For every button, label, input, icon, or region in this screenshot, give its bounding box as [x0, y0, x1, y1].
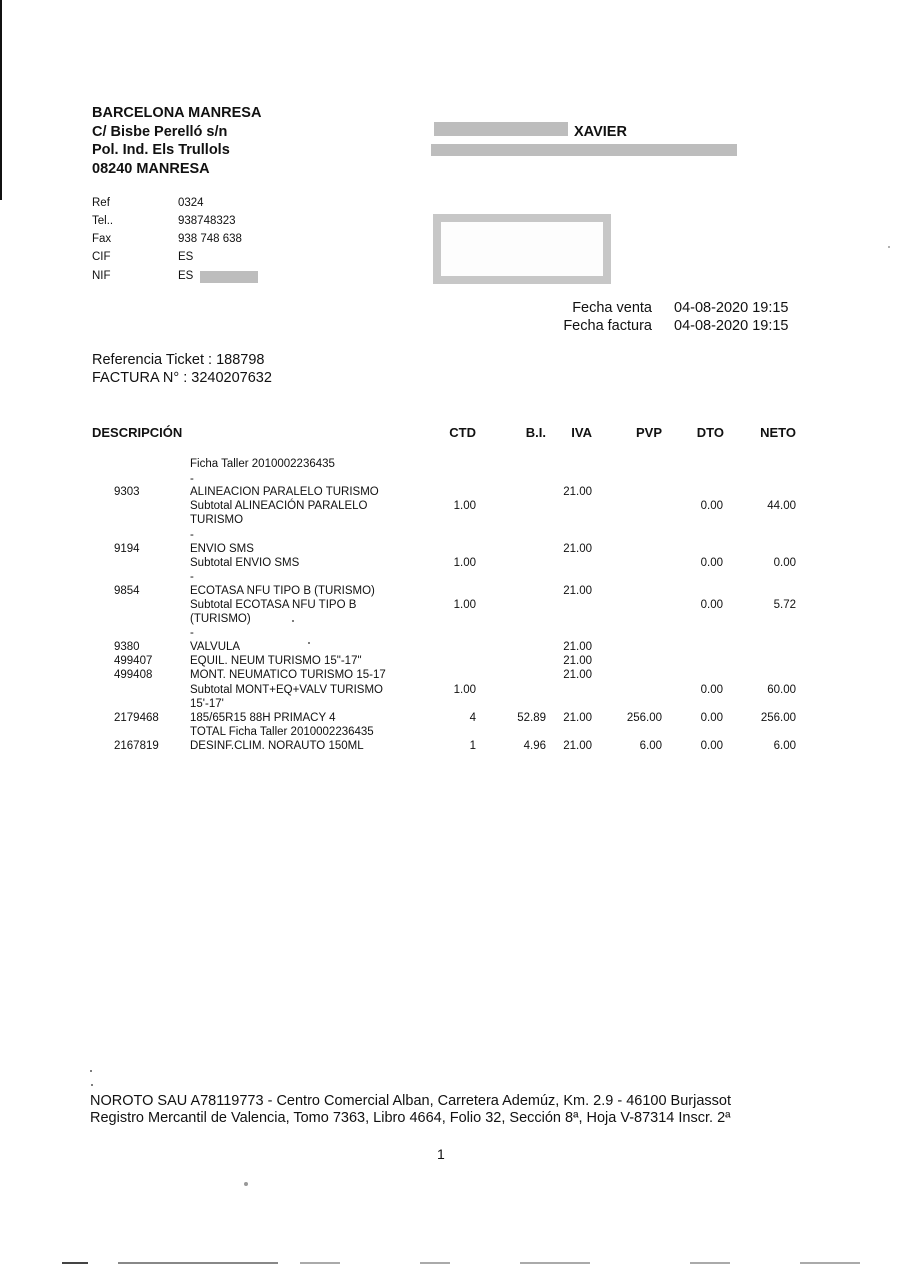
row-code: 499407	[114, 655, 153, 667]
row-code: 2167819	[114, 740, 159, 752]
row-iva: 21.00	[563, 543, 592, 555]
row-description: 185/65R15 88H PRIMACY 4	[190, 712, 336, 724]
row-description: TOTAL Ficha Taller 2010002236435	[190, 726, 374, 738]
row-code: 9380	[114, 641, 140, 653]
footer-company-line: NOROTO SAU A78119773 - Centro Comercial Alban, Carretera Ademúz, Km. 2.9 - 46100 Burjassot	[90, 1093, 731, 1109]
header-ctd: CTD	[449, 425, 476, 440]
row-description: ECOTASA NFU TIPO B (TURISMO)	[190, 585, 375, 597]
row-dto: 0.00	[700, 684, 723, 696]
row-code: 9303	[114, 486, 140, 498]
ticket-reference: Referencia Ticket : 188798	[92, 352, 265, 368]
row-iva: 21.00	[563, 486, 592, 498]
header-bi: B.I.	[525, 425, 546, 440]
separator-dash: -	[190, 627, 194, 639]
scan-speck	[888, 246, 890, 248]
row-iva: 21.00	[563, 712, 592, 724]
scan-speck	[308, 642, 310, 644]
row-ctd: 1.00	[453, 599, 476, 611]
header-description: DESCRIPCIÓN	[92, 425, 183, 440]
row-ctd: 1.00	[453, 500, 476, 512]
row-dto: 0.00	[700, 712, 723, 724]
sale-date-label: Fecha venta	[572, 300, 652, 316]
row-dto: 0.00	[700, 557, 723, 569]
row-neto: 6.00	[773, 740, 796, 752]
row-dto: 0.00	[700, 500, 723, 512]
row-description: DESINF.CLIM. NORAUTO 150ML	[190, 740, 364, 752]
row-description: ALINEACION PARALELO TURISMO	[190, 486, 379, 498]
row-dto: 0.00	[700, 599, 723, 611]
row-description: VALVULA	[190, 641, 241, 653]
row-iva: 21.00	[563, 740, 592, 752]
invoice-number: FACTURA N° : 3240207632	[92, 370, 272, 386]
header-iva: IVA	[571, 425, 592, 440]
row-ctd: 4	[469, 712, 476, 724]
separator-dash: -	[190, 473, 194, 485]
ficha-line: Ficha Taller 2010002236435	[190, 458, 335, 470]
row-code: 499408	[114, 669, 153, 681]
redaction-address-box	[433, 214, 611, 284]
fax-label: Fax	[92, 233, 112, 245]
redaction-nif	[200, 271, 258, 283]
row-ctd: 1.00	[453, 557, 476, 569]
customer-name: XAVIER	[574, 124, 627, 140]
row-pvp: 256.00	[626, 712, 662, 724]
company-city: 08240 MANRESA	[92, 160, 210, 177]
row-description: ENVIO SMS	[190, 543, 254, 555]
row-code: 2179468	[114, 712, 159, 724]
row-pvp: 6.00	[639, 740, 662, 752]
scan-speck	[244, 1182, 248, 1186]
row-iva: 21.00	[563, 585, 592, 597]
row-neto: 60.00	[767, 684, 796, 696]
scan-speck	[292, 620, 294, 622]
nif-value: ES	[178, 270, 194, 282]
separator-dash: -	[190, 571, 194, 583]
scan-speck	[90, 1070, 92, 1072]
scan-edge-line	[0, 0, 2, 200]
company-name: BARCELONA MANRESA	[92, 105, 262, 121]
row-description: TURISMO	[190, 514, 244, 526]
row-neto: 0.00	[773, 557, 796, 569]
header-dto: DTO	[696, 425, 724, 440]
separator-dash: -	[190, 529, 194, 541]
ref-value: 0324	[178, 197, 204, 209]
row-description: EQUIL. NEUM TURISMO 15"-17"	[190, 655, 362, 667]
row-dto: 0.00	[700, 740, 723, 752]
row-neto: 256.00	[760, 712, 796, 724]
footer-registry-line: Registro Mercantil de Valencia, Tomo 7363, Libro 4664, Folio 32, Sección 8ª, Hoja V-87314 Inscr. 2ª	[90, 1110, 731, 1126]
scan-speck	[91, 1084, 93, 1086]
invoice-date-label: Fecha factura	[563, 318, 652, 334]
redaction-customer-address	[431, 144, 737, 156]
company-street: C/ Bisbe Perelló s/n	[92, 123, 228, 140]
company-area: Pol. Ind. Els Trullols	[92, 142, 230, 158]
row-iva: 21.00	[563, 641, 592, 653]
page-number: 1	[437, 1146, 445, 1162]
row-description: Subtotal ALINEACIÓN PARALELO	[190, 500, 368, 512]
header-pvp: PVP	[635, 425, 662, 440]
scan-bottom-artifact	[0, 1262, 900, 1266]
row-code: 9194	[114, 543, 140, 555]
fax-value: 938 748 638	[178, 233, 242, 245]
cif-label: CIF	[92, 251, 111, 263]
tel-label: Tel..	[92, 215, 114, 227]
tel-value: 938748323	[178, 215, 236, 227]
row-description: (TURISMO)	[190, 613, 251, 625]
row-description: Subtotal ECOTASA NFU TIPO B	[190, 599, 357, 611]
row-bi: 4.96	[523, 740, 546, 752]
header-neto: NETO	[760, 425, 796, 440]
invoice-date-value: 04-08-2020 19:15	[674, 318, 789, 334]
ref-label: Ref	[92, 197, 110, 209]
sale-date-value: 04-08-2020 19:15	[674, 300, 789, 316]
row-bi: 52.89	[517, 712, 546, 724]
row-iva: 21.00	[563, 655, 592, 667]
row-ctd: 1	[469, 740, 476, 752]
redaction-customer-name	[434, 122, 568, 136]
row-neto: 5.72	[773, 599, 796, 611]
row-description: 15'-17'	[190, 698, 224, 710]
cif-value: ES	[178, 251, 194, 263]
row-description: Subtotal ENVIO SMS	[190, 557, 300, 569]
row-neto: 44.00	[767, 500, 796, 512]
row-description: Subtotal MONT+EQ+VALV TURISMO	[190, 684, 384, 696]
row-description: MONT. NEUMATICO TURISMO 15-17	[190, 669, 386, 681]
row-ctd: 1.00	[453, 684, 476, 696]
row-iva: 21.00	[563, 669, 592, 681]
company-header	[92, 104, 261, 178]
nif-label: NIF	[92, 270, 111, 282]
row-code: 9854	[114, 585, 140, 597]
